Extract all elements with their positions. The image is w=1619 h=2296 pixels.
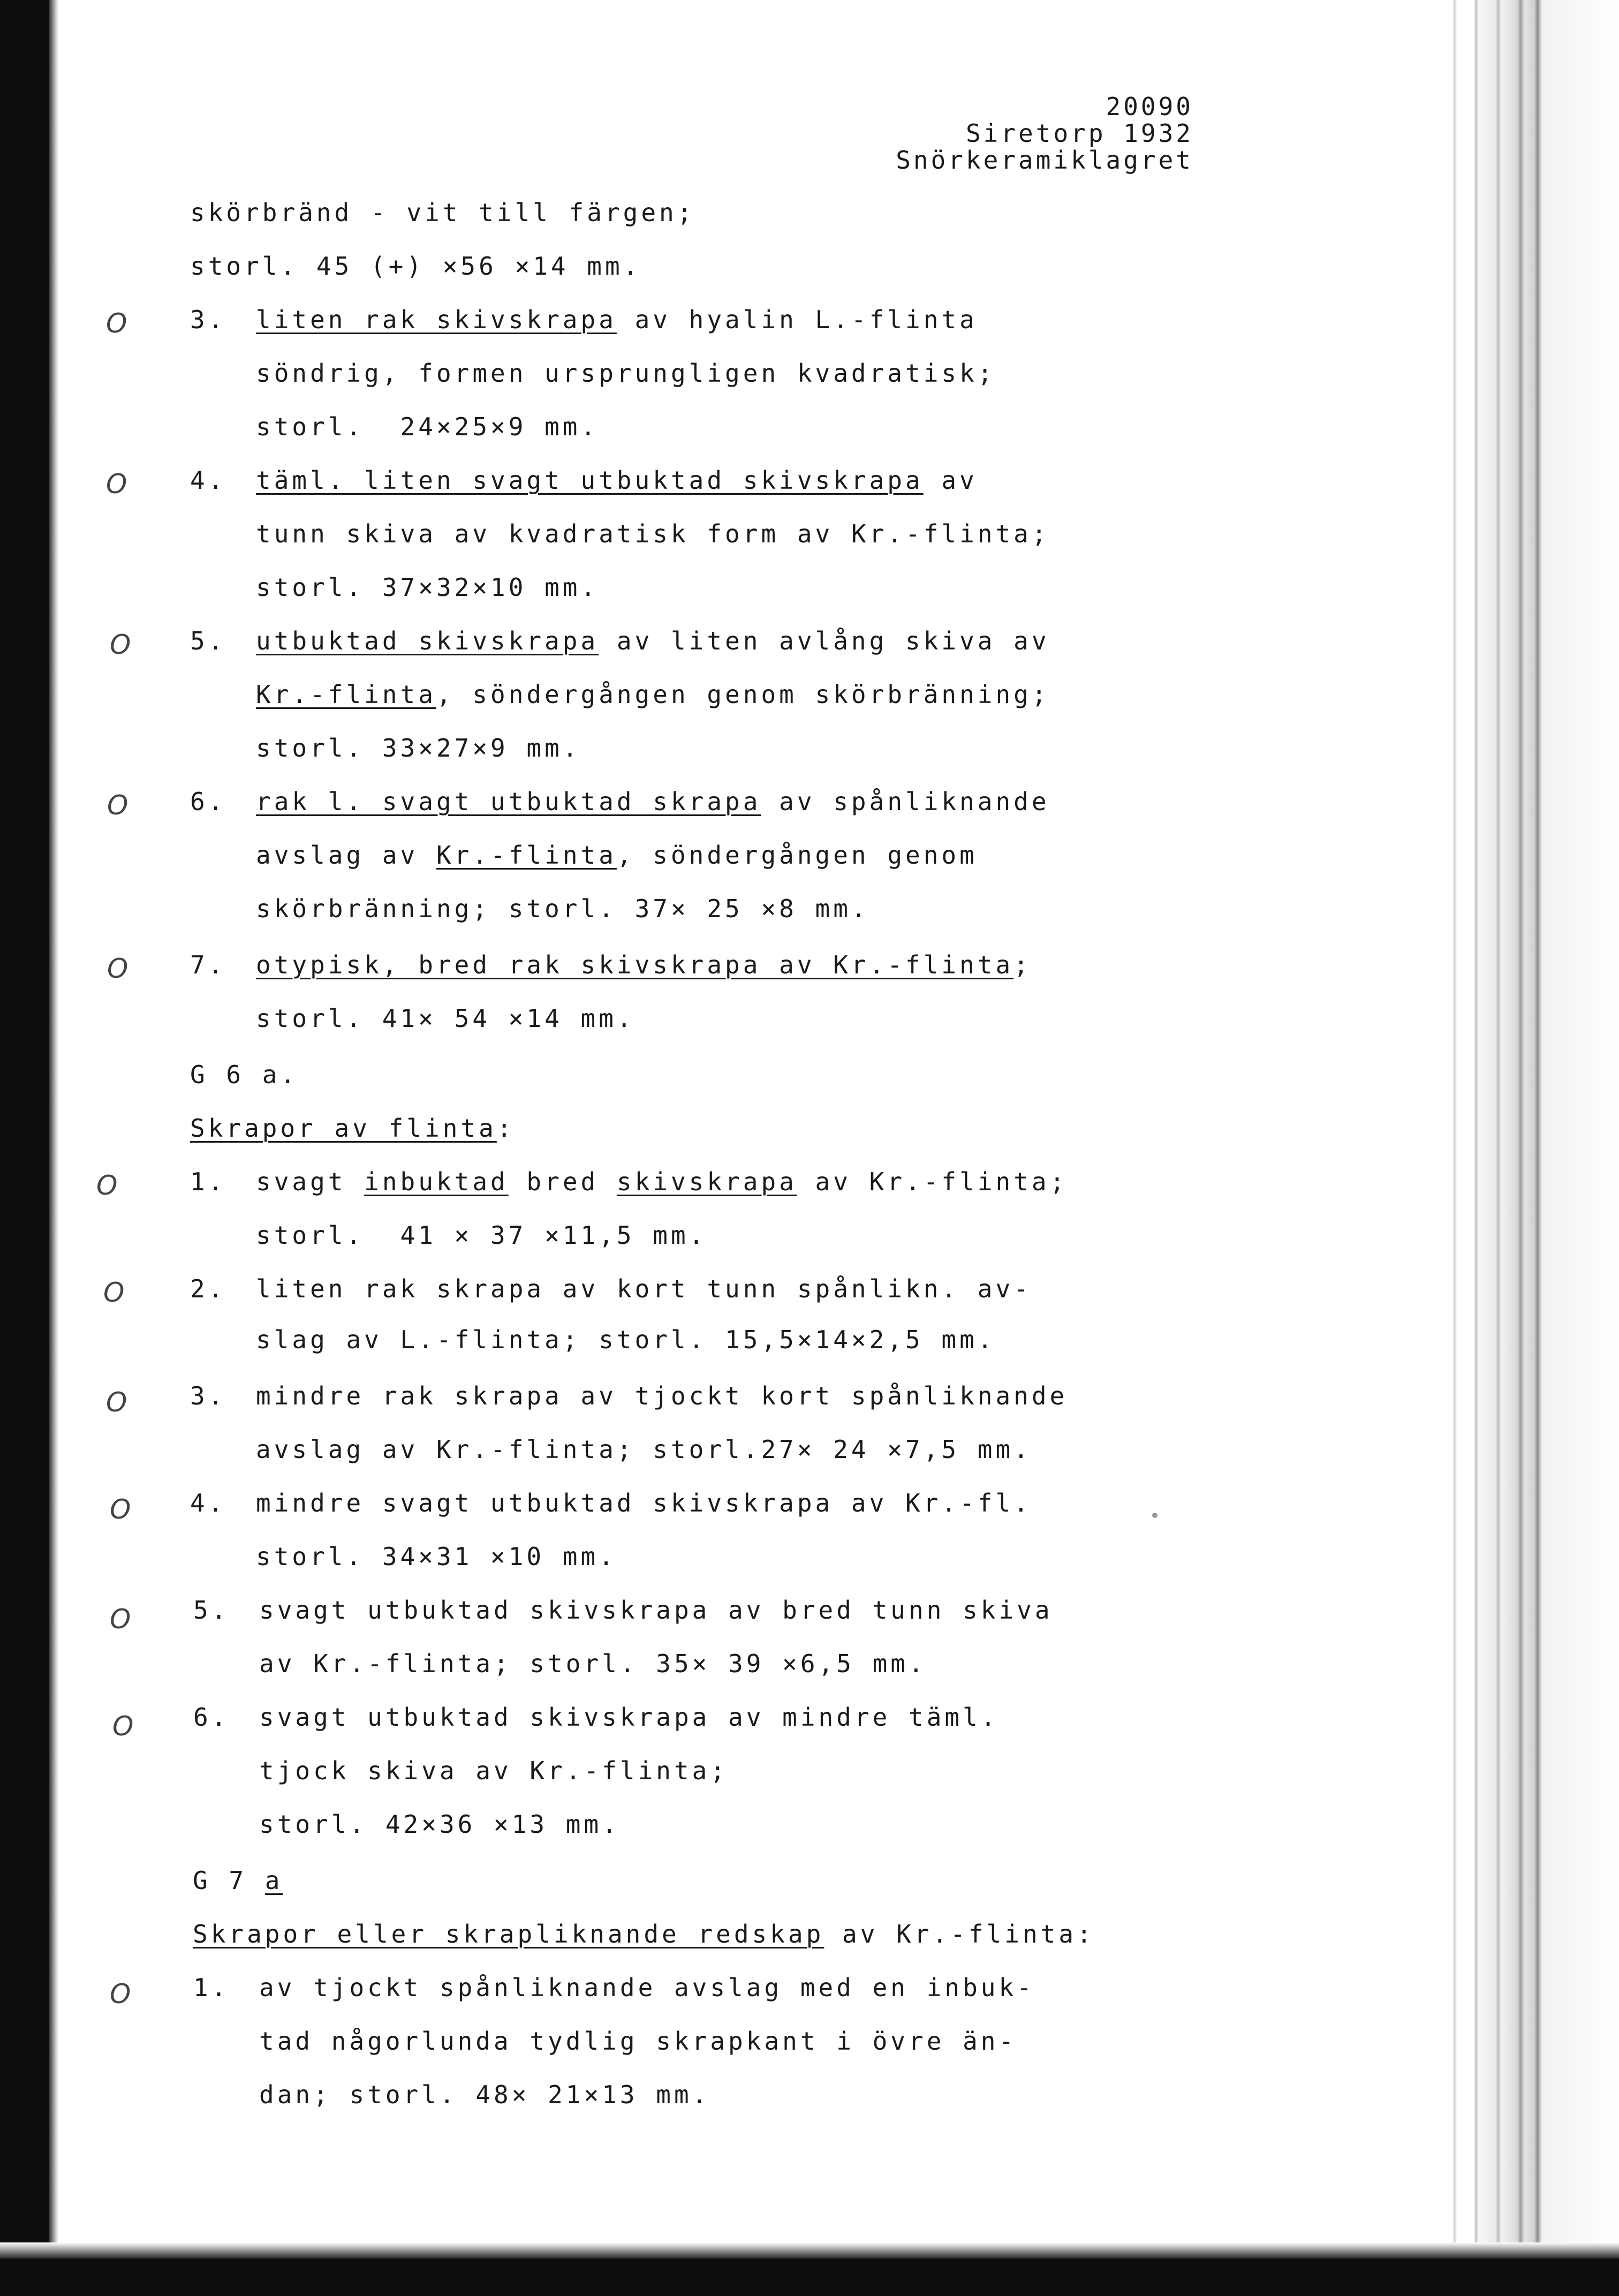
text-line xyxy=(256,466,978,495)
text-line: mindre rak skrapa av tjockt kort spånliknande xyxy=(256,1381,1068,1410)
text-line: av Kr.-flinta; storl. 35× 39 ×6,5 mm. xyxy=(259,1649,927,1678)
text-span: av Kr.-flinta; xyxy=(797,1167,1068,1196)
text-line: storl. 41× 54 ×14 mm. xyxy=(256,1004,635,1033)
underlined-term: Skrapor eller skrapliknande redskap xyxy=(193,1920,824,1948)
item-number: 5. xyxy=(193,1596,230,1625)
text-line xyxy=(256,680,1050,709)
text-span: ; xyxy=(1013,950,1032,979)
text-line xyxy=(256,1167,1068,1196)
item-number: 4. xyxy=(190,1489,226,1517)
text-line: storl. 33×27×9 mm. xyxy=(256,734,581,762)
underlined-term: a xyxy=(264,1866,283,1895)
item-number: 7. xyxy=(190,950,226,979)
text-span: bred xyxy=(508,1167,617,1196)
item-number: 3. xyxy=(190,305,226,334)
underlined-term: täml. liten svagt utbuktad skivskrapa xyxy=(256,466,924,495)
text-span: svagt xyxy=(256,1167,365,1196)
item-number: 1. xyxy=(190,1167,226,1196)
text-line xyxy=(256,787,1050,816)
text-span: avslag av xyxy=(256,841,436,870)
text-line: svagt utbuktad skivskrapa av bred tunn skiva xyxy=(259,1596,1053,1625)
speck xyxy=(1152,1513,1157,1518)
text-line: skörbränning; storl. 37× 25 ×8 mm. xyxy=(256,894,869,923)
text-line: liten rak skrapa av kort tunn spånlikn. av- xyxy=(256,1274,1032,1303)
text-span: av hyalin L.-flinta xyxy=(616,305,978,334)
text-line: av tjockt spånliknande avslag med en inbuk- xyxy=(259,1973,1035,2002)
text-line: storl. 45 (+) ×56 ×14 mm. xyxy=(190,252,641,281)
margin-circle-mark: O xyxy=(106,308,127,339)
margin-circle-mark: O xyxy=(112,1711,134,1742)
underlined-term: Skrapor av flinta xyxy=(190,1114,497,1143)
underlined-term: liten rak skivskrapa xyxy=(256,305,617,334)
text-span: av xyxy=(923,466,978,495)
text-span: : xyxy=(496,1114,515,1143)
margin-circle-mark: O xyxy=(107,790,128,821)
item-number: 2. xyxy=(190,1274,226,1303)
item-number: 4. xyxy=(190,466,226,495)
text-line: skörbränd - vit till färgen; xyxy=(190,198,695,227)
item-number: 6. xyxy=(193,1703,230,1732)
text-line: storl. 41 × 37 ×11,5 mm. xyxy=(256,1221,707,1250)
text-line: storl. 34×31 ×10 mm. xyxy=(256,1542,617,1571)
text-line xyxy=(193,1920,1095,1948)
site-year: Siretorp 1932 xyxy=(965,119,1193,148)
scan-border-left xyxy=(0,0,49,2296)
margin-circle-mark: O xyxy=(96,1170,118,1201)
margin-circle-mark: O xyxy=(106,1387,127,1418)
text-line xyxy=(256,950,1032,979)
underlined-term: rak l. svagt utbuktad skrapa xyxy=(256,787,761,816)
layer-name: Snörkeramiklagret xyxy=(896,146,1193,175)
page-stack-edges-right xyxy=(1394,0,1619,2296)
text-line xyxy=(256,841,978,870)
text-span: av spånliknande xyxy=(761,787,1050,816)
underlined-term: skivskrapa xyxy=(616,1167,797,1196)
page-edge-left xyxy=(49,0,59,2296)
margin-circle-mark: O xyxy=(106,469,127,500)
text-line: G 6 a. xyxy=(190,1060,299,1089)
text-line: tad någorlunda tydlig skrapkant i övre än- xyxy=(259,2027,1017,2056)
text-span: , söndergången genom xyxy=(616,841,978,870)
text-line: storl. 24×25×9 mm. xyxy=(256,412,599,441)
text-line: svagt utbuktad skivskrapa av mindre täml. xyxy=(259,1703,999,1732)
text-line: dan; storl. 48× 21×13 mm. xyxy=(259,2080,710,2109)
text-line xyxy=(256,626,1050,655)
text-line: storl. 37×32×10 mm. xyxy=(256,573,599,602)
margin-circle-mark: O xyxy=(107,953,128,984)
text-line: tjock skiva av Kr.-flinta; xyxy=(259,1756,729,1785)
margin-circle-mark: O xyxy=(110,1604,131,1635)
underlined-term: otypisk, bred rak skivskrapa av Kr.-flinta xyxy=(256,950,1014,979)
margin-circle-mark: O xyxy=(110,629,131,660)
text-line xyxy=(256,305,978,334)
text-line: avslag av Kr.-flinta; storl.27× 24 ×7,5 mm. xyxy=(256,1435,1032,1464)
margin-circle-mark: O xyxy=(110,1978,131,2010)
page-edge-bottom xyxy=(0,2242,1619,2259)
text-line: storl. 42×36 ×13 mm. xyxy=(259,1810,620,1839)
underlined-term: utbuktad skivskrapa xyxy=(256,626,599,655)
margin-circle-mark: O xyxy=(110,1494,131,1525)
underlined-term: Kr.-flinta xyxy=(436,841,617,870)
underlined-term: Kr.-flinta xyxy=(256,680,436,709)
text-line: mindre svagt utbuktad skivskrapa av Kr.-fl. xyxy=(256,1489,1032,1517)
text-line xyxy=(190,1114,515,1143)
underlined-term: inbuktad xyxy=(364,1167,509,1196)
text-span: , söndergången genom skörbränning; xyxy=(436,680,1050,709)
margin-circle-mark: O xyxy=(103,1277,125,1308)
item-number: 3. xyxy=(190,1381,226,1410)
item-number: 1. xyxy=(193,1973,230,2002)
text-line: slag av L.-flinta; storl. 15,5×14×2,5 mm. xyxy=(256,1325,996,1354)
text-span: G 7 xyxy=(193,1866,265,1895)
scan-border-bottom xyxy=(0,2259,1619,2296)
text-line: söndrig, formen ursprungligen kvadratisk; xyxy=(256,359,996,388)
catalog-number: 20090 xyxy=(1106,92,1193,121)
text-span: av Kr.-flinta: xyxy=(824,1920,1095,1948)
text-line: tunn skiva av kvadratisk form av Kr.-flinta; xyxy=(256,519,1050,548)
item-number: 6. xyxy=(190,787,226,816)
item-number: 5. xyxy=(190,626,226,655)
text-line xyxy=(193,1866,283,1895)
text-span: av liten avlång skiva av xyxy=(599,626,1050,655)
